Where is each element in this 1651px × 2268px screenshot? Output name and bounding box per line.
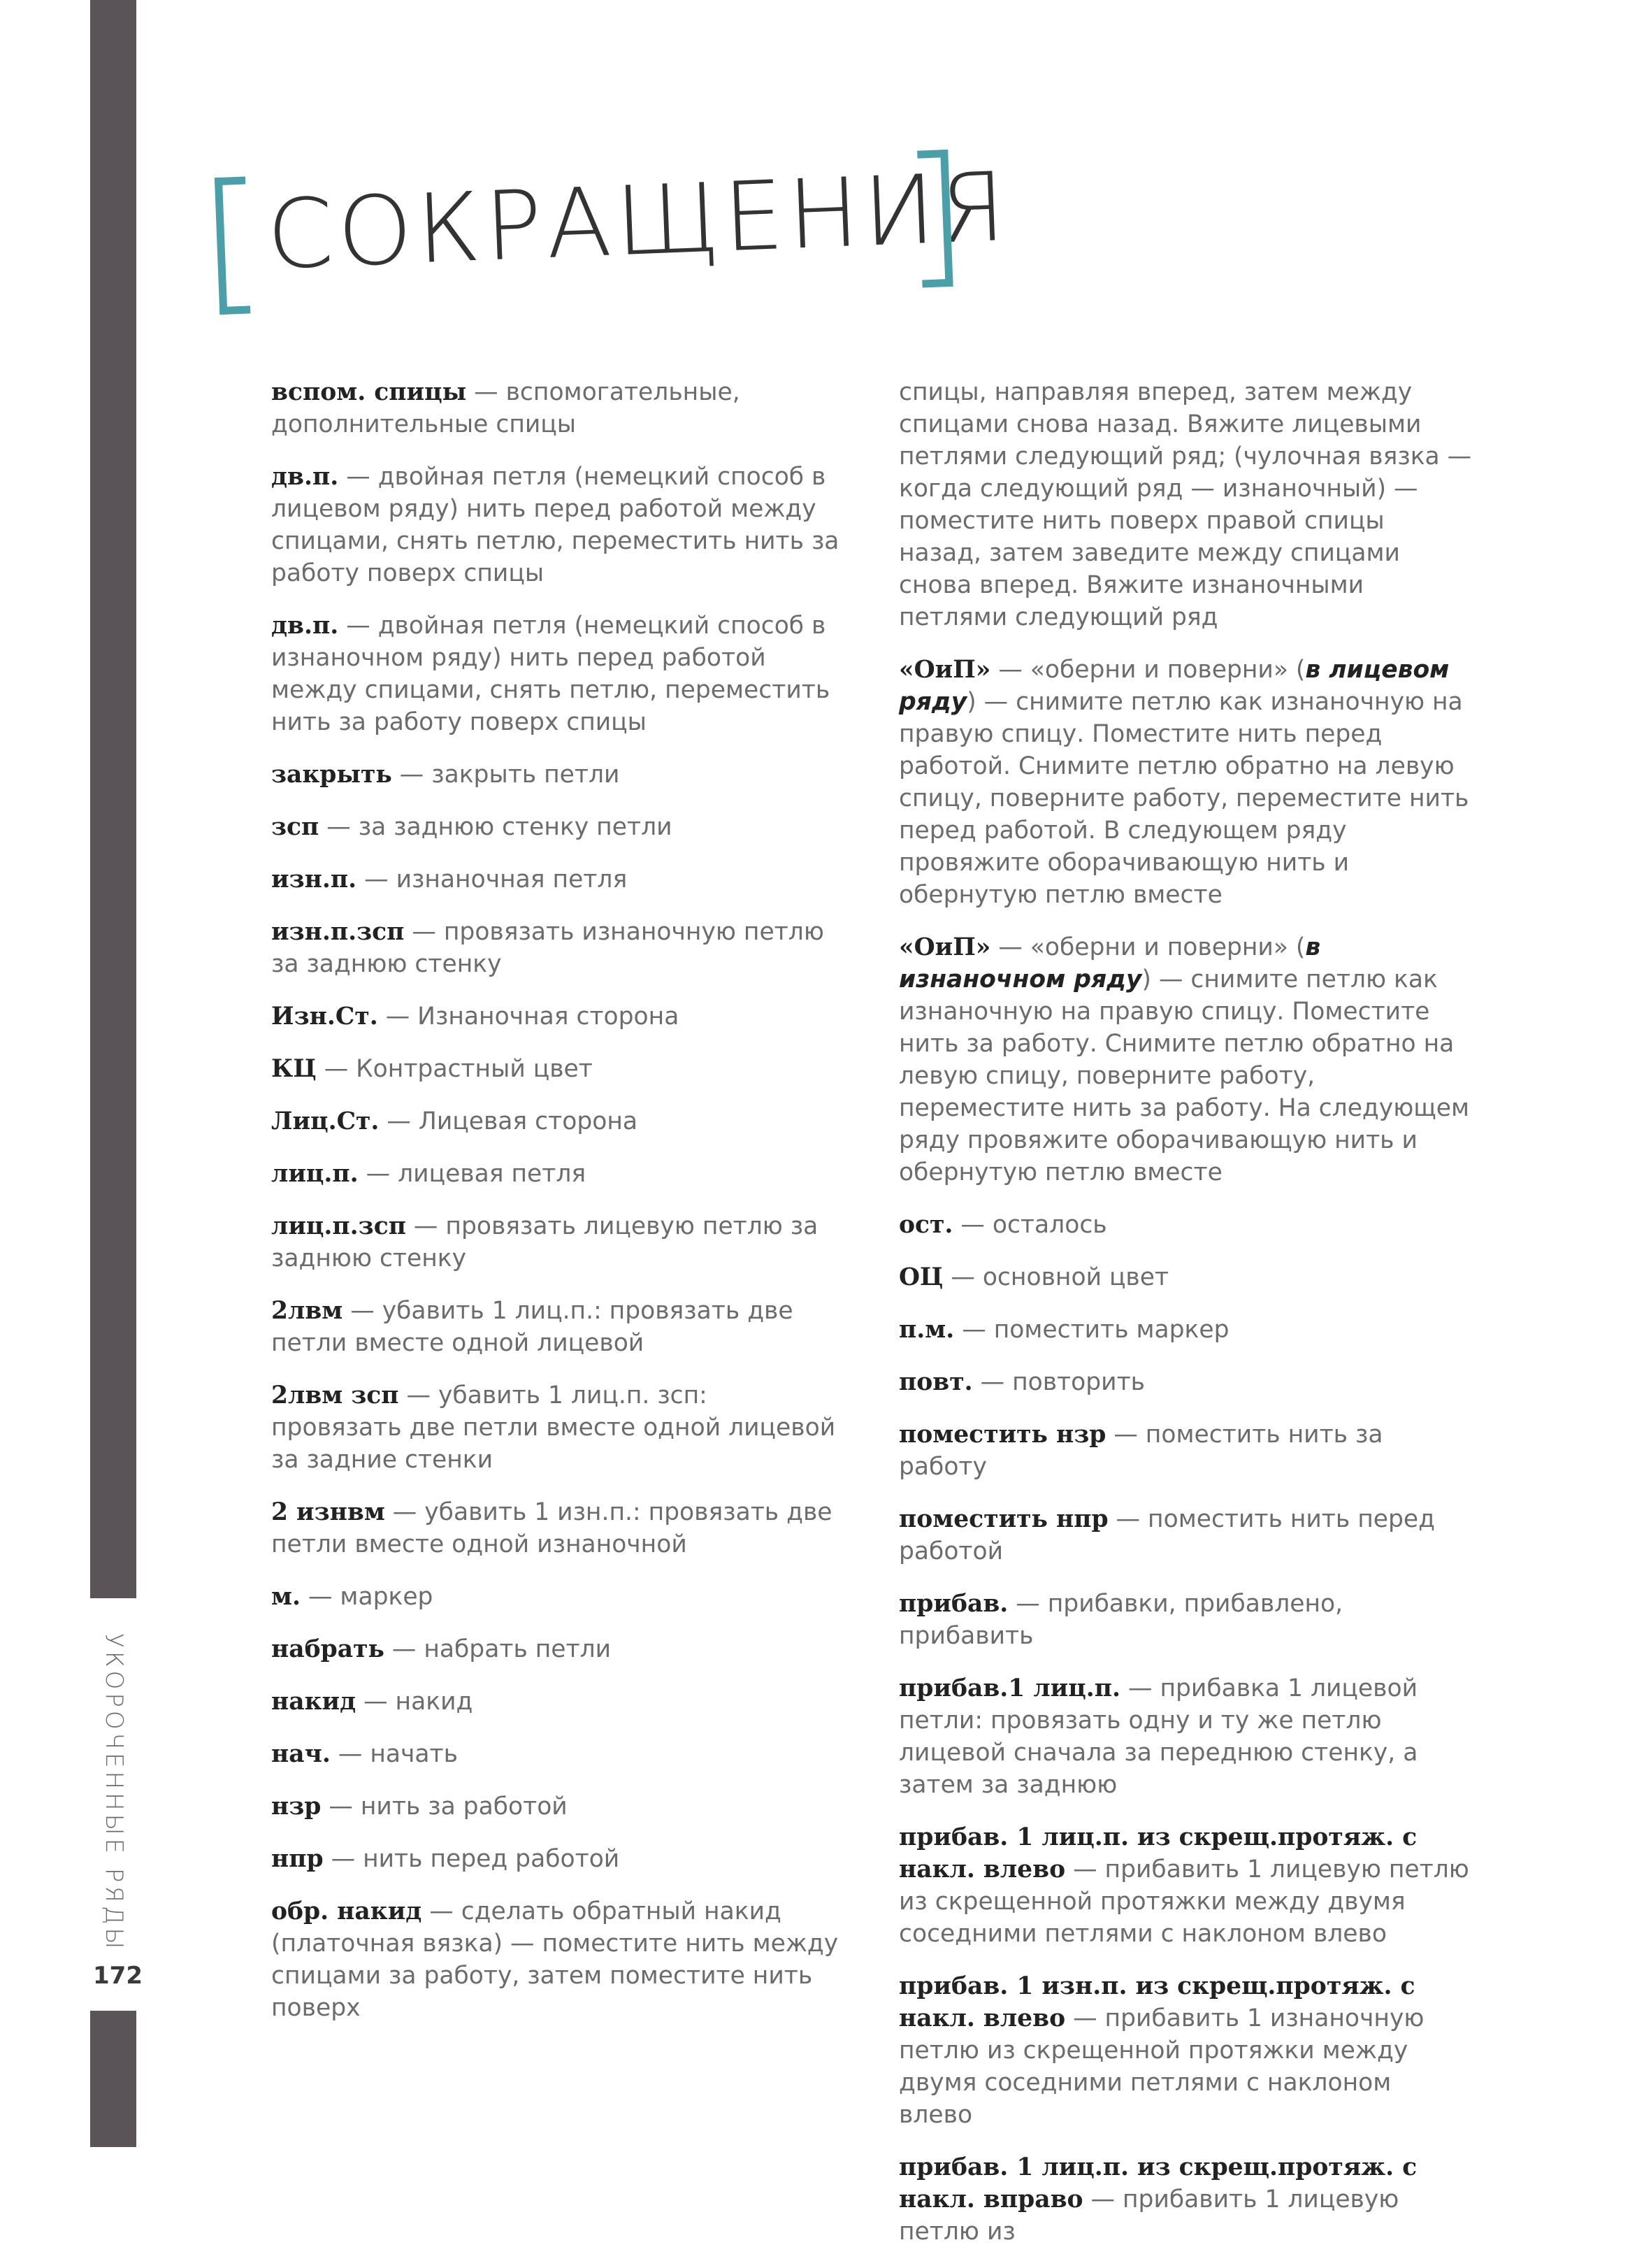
entry-definition: закрыть петли	[431, 761, 620, 789]
glossary-entry	[899, 1970, 1472, 2131]
entry-definition: нить за работой	[360, 1793, 568, 1821]
entry-separator: —	[356, 866, 396, 893]
glossary-entry	[271, 1790, 844, 1823]
right-bracket-decoration	[917, 150, 953, 288]
entry-term: изн.п.зсп	[271, 918, 405, 946]
entry-separator: —	[377, 1003, 418, 1031]
glossary-entry	[271, 1633, 844, 1665]
glossary-entry	[271, 610, 844, 738]
entry-separator: —	[358, 1160, 398, 1188]
glossary-entry	[899, 1209, 1472, 1241]
entry-separator: —	[316, 1055, 356, 1083]
entry-term: 2лвм	[271, 1297, 343, 1325]
glossary-entry	[899, 1588, 1472, 1652]
entry-term: нач.	[271, 1740, 331, 1768]
entry-separator: —	[972, 1368, 1013, 1396]
glossary-entry	[899, 1261, 1472, 1293]
glossary-entry	[271, 1686, 844, 1718]
entry-term: обр. накид	[271, 1897, 422, 1925]
entry-term: поместить нпр	[899, 1505, 1109, 1533]
entry-separator: —	[321, 1793, 361, 1821]
entry-definition: набрать петли	[424, 1635, 612, 1663]
entry-definition-prefix: «оберни и поверни» (	[1030, 933, 1306, 961]
right-column	[899, 376, 1472, 2268]
entry-separator: —	[391, 761, 432, 789]
entry-term: прибав. 1 лиц.п. из скрещ.протяж. с накл. вправо	[899, 2153, 1418, 2213]
entry-definition: вспомогательные, дополнительные спицы	[271, 378, 740, 438]
entry-term: ост.	[899, 1211, 953, 1239]
entry-term: м.	[271, 1583, 301, 1611]
entry-definition: маркер	[340, 1583, 433, 1611]
entry-definition: нить перед работой	[363, 1845, 620, 1873]
entry-term: п.м.	[899, 1316, 955, 1344]
glossary-entry	[899, 1419, 1472, 1483]
glossary-entry	[899, 654, 1472, 911]
entry-separator: —	[338, 463, 378, 491]
glossary-entry	[271, 1210, 844, 1275]
entry-separator: —	[338, 612, 378, 640]
entry-separator: —	[398, 1381, 438, 1409]
entry-term: зсп	[271, 813, 319, 841]
entry-separator: —	[330, 1740, 370, 1768]
sidebar-bar-top	[90, 0, 136, 1598]
entry-separator: —	[405, 1212, 446, 1240]
entry-definition: прибавить 1 изнаночную петлю из скрещенной протяжки между двумя соседними петлями с наклоном влево	[899, 2004, 1425, 2129]
glossary-entry	[899, 1503, 1472, 1567]
glossary-entry	[271, 1105, 844, 1137]
glossary-entry	[271, 1581, 844, 1613]
left-column	[271, 376, 844, 2044]
entry-definition: Лицевая сторона	[418, 1107, 638, 1135]
entry-emphasis: в изнаночном ряду	[899, 933, 1321, 993]
entry-definition: поместить нить перед работой	[899, 1505, 1435, 1565]
entry-definition: провязать изнаночную петлю за заднюю стенку	[271, 918, 824, 978]
entry-definition: сделать обратный накид (платочная вязка) — поместите нить между спицами за работу, затем поместите нить поверх	[271, 1897, 839, 2022]
glossary-entry	[899, 1821, 1472, 1950]
entry-definition: провязать лицевую петлю за заднюю стенку	[271, 1212, 819, 1272]
entry-separator: —	[1106, 1421, 1146, 1449]
entry-separator: —	[300, 1583, 340, 1611]
entry-separator: —	[404, 918, 444, 946]
entry-separator: —	[1065, 1856, 1105, 1883]
glossary-entry	[271, 1738, 844, 1770]
entry-term: прибав.1 лиц.п.	[899, 1674, 1121, 1702]
entry-term: повт.	[899, 1368, 973, 1396]
glossary-entry	[271, 1379, 844, 1476]
entry-definition: за заднюю стенку петли	[358, 813, 672, 841]
glossary-entry	[271, 461, 844, 589]
glossary-entry	[899, 1672, 1472, 1801]
entry-term: ОЦ	[899, 1263, 944, 1291]
entry-term: дв.п.	[271, 612, 339, 640]
entry-separator: —	[356, 1688, 396, 1716]
glossary-entry	[271, 916, 844, 980]
entry-definition: основной цвет	[982, 1263, 1169, 1291]
entry-separator: —	[466, 378, 506, 406]
entry-term: «ОиП»	[899, 933, 991, 961]
glossary-entry	[899, 1366, 1472, 1398]
entry-definition: прибавить 1 лицевую петлю из	[899, 2186, 1399, 2246]
entry-definition: спицы, направляя вперед, затем между спицами снова назад. Вяжите лицевыми петлями следующий ряд; (чулочная вязка — когда следующий ряд — изнаночный) — поместите нить поверх правой спицы назад, затем заведите между спицами снова вперед. Вяжите изнаночными петлями следующий ряд	[899, 378, 1472, 631]
entry-separator: —	[953, 1211, 993, 1239]
glossary-entry	[271, 863, 844, 896]
left-bracket-decoration	[215, 177, 250, 315]
entry-definition: ) — снимите петлю как изнаночную на правую спицу. Поместите нить перед работой. Снимите петлю обратно на левую спицу, поверните работу, переместите нить перед работой. В следующем ряду провяжите оборачивающую нить и обернутую петлю вместе	[899, 688, 1469, 909]
entry-definition: осталось	[992, 1211, 1107, 1239]
entry-term: прибав. 1 лиц.п. из скрещ.протяж. с накл. влево	[899, 1823, 1418, 1883]
entry-term: поместить нзр	[899, 1421, 1106, 1449]
entry-term: лиц.п.зсп	[271, 1212, 406, 1240]
entry-separator: —	[384, 1498, 425, 1526]
glossary-entry	[271, 1053, 844, 1085]
entry-separator: —	[990, 656, 1030, 684]
glossary-entry	[899, 1314, 1472, 1346]
glossary-entry	[271, 1295, 844, 1359]
entry-definition: прибавить 1 лицевую петлю из скрещенной протяжки между двумя соседними петлями с наклоном влево	[899, 1856, 1469, 1948]
glossary-entry	[271, 1496, 844, 1560]
entry-term: Изн.Ст.	[271, 1003, 378, 1031]
entry-definition-prefix: «оберни и поверни» (	[1030, 656, 1306, 684]
entry-definition: поместить нить за работу	[899, 1421, 1383, 1481]
glossary-entry	[899, 376, 1472, 633]
entry-term: лиц.п.	[271, 1160, 359, 1188]
glossary-entry	[899, 2151, 1472, 2248]
entry-separator: —	[421, 1897, 461, 1925]
entry-term: закрыть	[271, 761, 392, 789]
entry-term: прибав. 1 изн.п. из скрещ.протяж. с накл. влево	[899, 1972, 1415, 2032]
glossary-entry	[271, 759, 844, 791]
entry-definition: двойная петля (немецкий способ в изнаночном ряду) нить перед работой между спицами, снять петлю, переместить нить за работу поверх спицы	[271, 612, 830, 736]
entry-term: накид	[271, 1688, 356, 1716]
glossary-entry	[271, 811, 844, 843]
entry-definition: прибавки, прибавлено, прибавить	[899, 1590, 1343, 1650]
entry-separator: —	[990, 933, 1030, 961]
glossary-entry	[271, 1158, 844, 1190]
entry-term: 2 изнвм	[271, 1498, 385, 1526]
entry-definition: начать	[370, 1740, 458, 1768]
entry-separator: —	[1008, 1590, 1048, 1618]
running-head: УКОРОЧЕННЫЕ РЯДЫ	[100, 1633, 128, 1953]
entry-term: нпр	[271, 1845, 324, 1873]
entry-separator: —	[954, 1316, 994, 1344]
entry-term: дв.п.	[271, 463, 339, 491]
entry-definition: лицевая петля	[398, 1160, 586, 1188]
glossary-entry	[271, 1843, 844, 1875]
entry-separator: —	[943, 1263, 983, 1291]
glossary-entry	[271, 1000, 844, 1033]
entry-definition: накид	[395, 1688, 473, 1716]
entry-emphasis: в лицевом ряду	[899, 656, 1450, 716]
glossary-entry	[271, 376, 844, 440]
entry-term: КЦ	[271, 1055, 317, 1083]
page-title: СОКРАЩЕНИЯ	[265, 152, 1012, 292]
entry-term: изн.п.	[271, 866, 357, 893]
entry-term: Лиц.Ст.	[271, 1107, 380, 1135]
entry-term: нзр	[271, 1793, 322, 1821]
entry-separator: —	[379, 1107, 419, 1135]
entry-definition: Контрастный цвет	[356, 1055, 593, 1083]
entry-separator: —	[1120, 1674, 1160, 1702]
entry-separator: —	[343, 1297, 382, 1325]
entry-term: прибав.	[899, 1590, 1009, 1618]
entry-definition: убавить 1 лиц.п. зсп: провязать две петли вместе одной лицевой за задние стенки	[271, 1381, 836, 1474]
entry-definition: двойная петля (немецкий способ в лицевом ряду) нить перед работой между спицами, снять петлю, переместить нить за работу поверх спицы	[271, 463, 839, 587]
entry-definition: убавить 1 лиц.п.: провязать две петли вместе одной лицевой	[271, 1297, 793, 1357]
entry-definition: изнаночная петля	[396, 866, 628, 893]
entry-definition: поместить маркер	[993, 1316, 1230, 1344]
entry-term: набрать	[271, 1635, 384, 1663]
entry-definition: повторить	[1012, 1368, 1146, 1396]
entry-definition: ) — снимите петлю как изнаночную на правую спицу. Поместите нить за работу. Снимите петлю обратно на левую спицу, поверните работу, переместите нить за работу. На следующем ряду провяжите оборачивающую нить и обернутую петлю вместе	[899, 966, 1469, 1186]
entry-separator: —	[319, 813, 359, 841]
entry-term: 2лвм зсп	[271, 1381, 399, 1409]
glossary-entry	[271, 1895, 844, 2024]
entry-definition: прибавка 1 лицевой петли: провязать одну и ту же петлю лицевой сначала за переднюю стенку, а затем за заднюю	[899, 1674, 1418, 1799]
sidebar-bar-bottom	[90, 2011, 136, 2147]
page-number: 172	[93, 1962, 143, 1990]
entry-separator: —	[384, 1635, 424, 1663]
glossary-entry	[899, 931, 1472, 1189]
entry-term: вспом. спицы	[271, 378, 467, 406]
entry-term: «ОиП»	[899, 656, 991, 684]
entry-definition: Изнаночная сторона	[417, 1003, 679, 1031]
entry-definition: убавить 1 изн.п.: провязать две петли вместе одной изнаночной	[271, 1498, 832, 1558]
entry-separator: —	[1108, 1505, 1148, 1533]
title-block	[213, 123, 1012, 333]
entry-separator: —	[323, 1845, 363, 1873]
entry-separator: —	[1083, 2186, 1123, 2213]
entry-separator: —	[1065, 2004, 1105, 2032]
